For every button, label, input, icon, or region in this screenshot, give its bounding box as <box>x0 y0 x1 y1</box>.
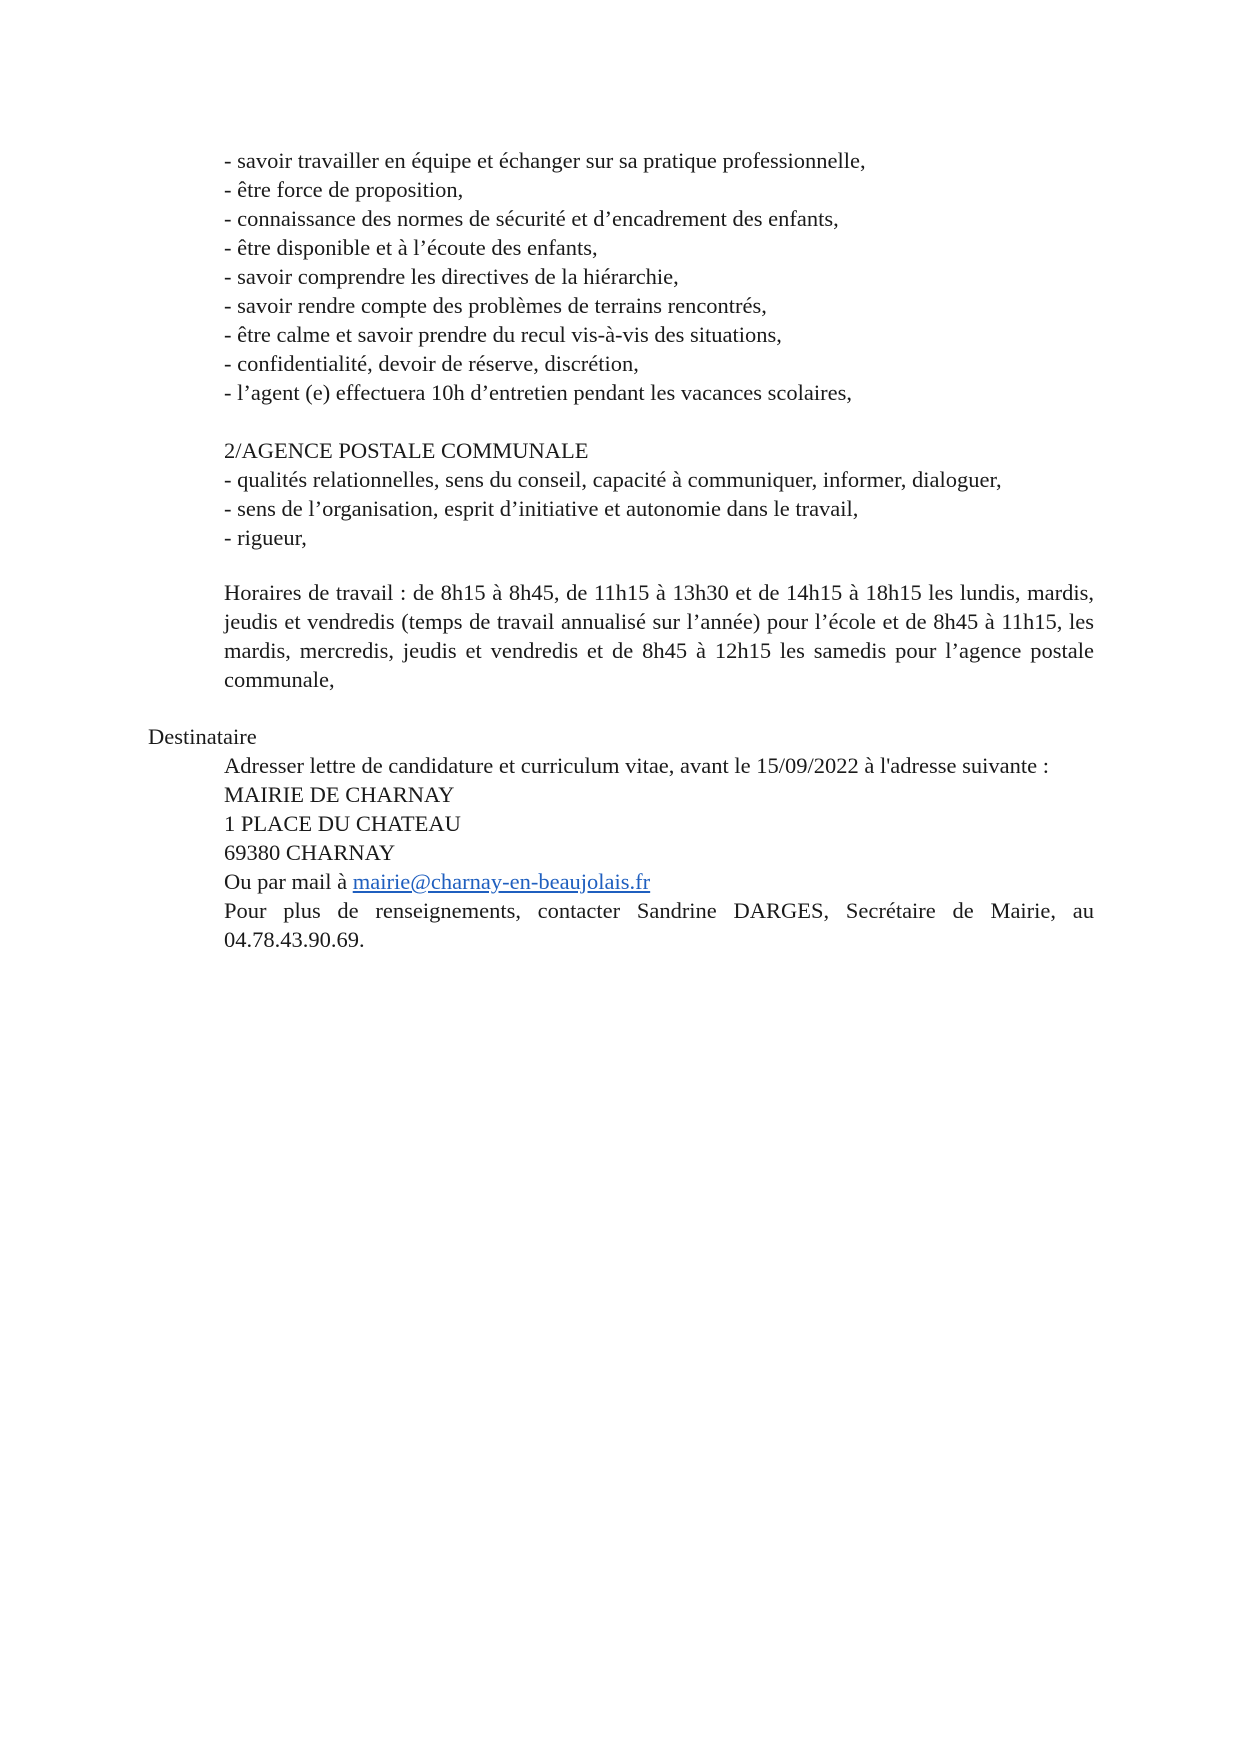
list-item: - confidentialité, devoir de réserve, discrétion, <box>224 351 639 376</box>
list-item: - être disponible et à l’écoute des enfants, <box>224 235 598 260</box>
address-line: MAIRIE DE CHARNAY <box>224 782 455 807</box>
destinataire-intro: Adresser lettre de candidature et curriculum vitae, avant le 15/09/2022 à l'adresse suivante : <box>224 753 1049 778</box>
mail-prefix: Ou par mail à <box>224 869 353 894</box>
list-item: - connaissance des normes de sécurité et d’encadrement des enfants, <box>224 206 839 231</box>
list-item: - rigueur, <box>224 525 307 550</box>
list-item: - savoir comprendre les directives de la hiérarchie, <box>224 264 679 289</box>
list-item: - être force de proposition, <box>224 177 464 202</box>
list-item: - qualités relationnelles, sens du conseil, capacité à communiquer, informer, dialoguer, <box>224 467 1002 492</box>
list-item: - être calme et savoir prendre du recul vis-à-vis des situations, <box>224 322 782 347</box>
list-item: - sens de l’organisation, esprit d’initiative et autonomie dans le travail, <box>224 496 859 521</box>
address-line: 69380 CHARNAY <box>224 840 396 865</box>
requirements-list <box>224 146 1094 407</box>
list-item: - savoir rendre compte des problèmes de terrains rencontrés, <box>224 293 767 318</box>
mail-line <box>224 867 1094 896</box>
list-item: - savoir travailler en équipe et échanger sur sa pratique professionnelle, <box>224 148 866 173</box>
address-line: 1 PLACE DU CHATEAU <box>224 811 461 836</box>
list-item: - l’agent (e) effectuera 10h d’entretien pendant les vacances scolaires, <box>224 380 853 405</box>
section-agence-postale <box>224 436 1094 552</box>
contact-paragraph: Pour plus de renseignements, contacter Sandrine DARGES, Secrétaire de Mairie, au 04.78.43.90.69. <box>224 898 1094 952</box>
destinataire-block <box>224 751 1094 954</box>
section-title: 2/AGENCE POSTALE COMMUNALE <box>224 438 589 463</box>
horaires-paragraph: Horaires de travail : de 8h15 à 8h45, de 11h15 à 13h30 et de 14h15 à 18h15 les lundis, mardis, jeudis et vendredis (temps de travail annualisé sur l’année) pour l’école et de 8h45 à 11h15, les mardis, mercredis, jeudis et vendredis et de 8h45 à 12h15 les samedis pour l’agence postale communale, <box>224 580 1094 692</box>
destinataire-label: Destinataire <box>148 724 257 749</box>
mail-link[interactable]: mairie@charnay-en-beaujolais.fr <box>352 869 651 894</box>
